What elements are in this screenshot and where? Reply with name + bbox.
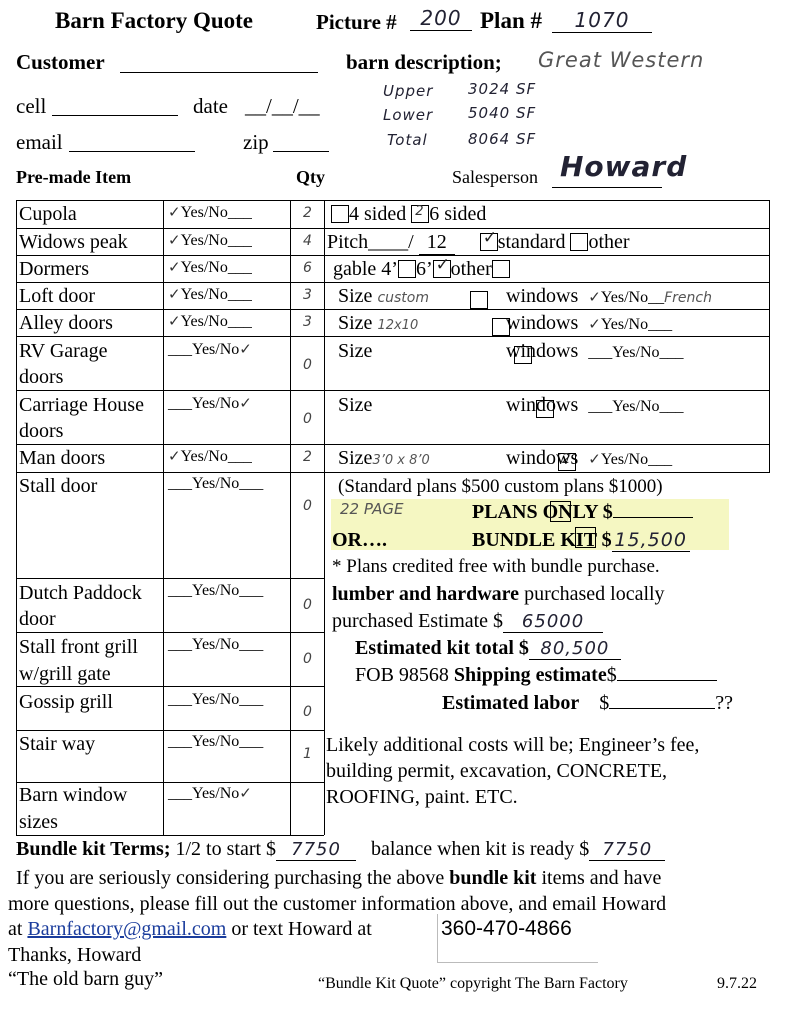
yesno-man-doors[interactable]: ✓Yes/No___ xyxy=(168,447,252,465)
item-carriage-house-2: doors xyxy=(19,420,64,442)
kit-total: Estimated kit total $ 80,500 xyxy=(355,637,621,660)
qty-stair-way[interactable]: 1 xyxy=(303,746,312,762)
alley-door-size: Size 12x10 xyxy=(338,312,419,334)
carriage-house-size: Size xyxy=(338,394,373,416)
picture-label: Picture # xyxy=(316,10,397,34)
bundle-kit-label: BUNDLE KIT $ 15,500 xyxy=(472,529,690,552)
page-count-note: 22 PAGE xyxy=(340,500,404,518)
qty-carriage-house[interactable]: 0 xyxy=(303,411,312,427)
yesno-dormers[interactable]: ✓Yes/No___ xyxy=(168,258,252,276)
yesno-alley-doors[interactable]: ✓Yes/No___ xyxy=(168,312,252,330)
upper-sf-value: 3024 SF xyxy=(468,80,537,98)
cell-label: cell xyxy=(16,94,47,118)
gable-6-checkbox[interactable] xyxy=(433,260,451,278)
yesno-loft-door[interactable]: ✓Yes/No___ xyxy=(168,285,252,303)
alley-door-windows: windows ✓Yes/No___ xyxy=(506,312,673,334)
standard-checkbox[interactable] xyxy=(480,233,498,251)
page-title: Barn Factory Quote xyxy=(55,8,254,33)
loft-door-windows: windows ✓Yes/No__French xyxy=(506,285,712,307)
version-label: 9.7.22 xyxy=(717,975,757,992)
qty-stall-door[interactable]: 0 xyxy=(303,498,312,514)
qty-rv-garage[interactable]: 0 xyxy=(303,357,312,373)
yesno-stair-way[interactable]: ___Yes/No___ xyxy=(168,733,264,750)
rv-garage-size: Size xyxy=(338,340,373,362)
date-field[interactable]: __/__/__ xyxy=(245,94,320,118)
footer-line-3: at Barnfactory@gmail.com or text Howard at xyxy=(8,918,372,940)
salesperson-underline xyxy=(552,187,662,188)
copyright-line: “Bundle Kit Quote” copyright The Barn Factory xyxy=(318,975,628,992)
loft-door-size: Size custom xyxy=(338,285,429,307)
date-label: date xyxy=(193,94,228,118)
additional-costs-1: Likely additional costs will be; Engineer’s fee, xyxy=(326,734,700,756)
footer-line-2: more questions, please fill out the customer information above, and email Howard xyxy=(8,893,667,915)
qty-alley-doors[interactable]: 3 xyxy=(303,314,312,330)
widows-peak-options: Pitch____/ 12 ✓ standard other xyxy=(327,231,630,255)
qty-heading: Qty xyxy=(296,167,325,187)
item-dormers: Dormers xyxy=(19,258,89,280)
item-dutch-paddock: Dutch Paddock xyxy=(19,582,142,604)
item-alley-doors: Alley doors xyxy=(19,312,113,334)
man-door-size: Size3’0 x 8’0 xyxy=(338,447,430,469)
barn-description-label: barn description; xyxy=(346,50,502,74)
item-cupola: Cupola xyxy=(19,203,77,225)
qty-stall-front-grill[interactable]: 0 xyxy=(303,651,312,667)
upper-sf-label: Upper xyxy=(383,82,434,100)
qty-widows-peak[interactable]: 4 xyxy=(303,233,312,249)
item-stair-way: Stair way xyxy=(19,733,96,755)
plan-label: Plan # xyxy=(480,8,542,33)
total-sf-label: Total xyxy=(387,131,428,149)
item-barn-window: Barn window xyxy=(19,784,128,806)
plans-credit-note: * Plans credited free with bundle purchase. xyxy=(332,556,660,577)
customer-label: Customer xyxy=(16,50,105,74)
item-rv-garage-2: doors xyxy=(19,366,64,388)
shipping-estimate: FOB 98568 Shipping estimate$ xyxy=(355,664,717,687)
total-sf-value: 8064 SF xyxy=(468,130,537,148)
lower-sf-value: 5040 SF xyxy=(468,104,537,122)
bundle-terms: Bundle kit Terms; 1/2 to start $ 7750 balance when kit is ready $ 7750 xyxy=(16,838,665,861)
plans-price-note: (Standard plans $500 custom plans $1000) xyxy=(338,476,663,497)
item-stall-front-grill: Stall front grill xyxy=(19,636,138,658)
salesperson-label: Salesperson xyxy=(452,167,538,187)
item-carriage-house: Carriage House xyxy=(19,394,144,416)
or-label: OR…. xyxy=(332,529,387,551)
email-label: email xyxy=(16,130,63,154)
footer-line-1: If you are seriously considering purchasing the above bundle kit items and have xyxy=(16,867,662,889)
qty-dutch-paddock[interactable]: 0 xyxy=(303,597,312,613)
qty-gossip-grill[interactable]: 0 xyxy=(303,704,312,720)
item-barn-window-2: sizes xyxy=(19,811,58,833)
yesno-widows-peak[interactable]: ✓Yes/No___ xyxy=(168,231,252,249)
plans-only-label: PLANS ONLY $ xyxy=(472,501,693,524)
item-stall-door: Stall door xyxy=(19,475,98,497)
qty-man-doors[interactable]: 2 xyxy=(303,449,312,465)
item-widows-peak: Widows peak xyxy=(19,231,128,253)
yesno-cupola[interactable]: ✓Yes/No___ xyxy=(168,203,252,221)
lumber-estimate: purchased Estimate $ 65000 xyxy=(332,610,603,633)
yesno-carriage-house[interactable]: ___Yes/No✓ xyxy=(168,394,252,412)
lumber-line: lumber and hardware purchased locally xyxy=(332,583,665,605)
salesperson-signature[interactable]: Howard xyxy=(560,150,688,183)
yesno-dutch-paddock[interactable]: ___Yes/No___ xyxy=(168,582,264,599)
cupola-options: 4 sided 2 6 sided xyxy=(331,203,486,226)
picture-number-field[interactable]: 200 xyxy=(410,6,472,31)
item-loft-door: Loft door xyxy=(19,285,96,307)
item-stall-front-grill-2: w/grill gate xyxy=(19,663,111,685)
additional-costs-2: building permit, excavation, CONCRETE, xyxy=(326,760,668,782)
four-sided-checkbox[interactable] xyxy=(331,205,349,223)
old-barn-guy: “The old barn guy” xyxy=(8,968,163,990)
loft-door-checkbox[interactable] xyxy=(470,291,488,309)
yesno-rv-garage[interactable]: ___Yes/No✓ xyxy=(168,340,252,358)
item-rv-garage: RV Garage xyxy=(19,340,108,362)
cell-field[interactable] xyxy=(52,94,178,116)
yesno-stall-front-grill[interactable]: ___Yes/No___ xyxy=(168,636,264,653)
additional-costs-3: ROOFING, paint. ETC. xyxy=(326,786,518,808)
thanks-line: Thanks, Howard xyxy=(8,944,142,966)
lower-sf-label: Lower xyxy=(383,106,434,124)
email-link[interactable]: Barnfactory@gmail.com xyxy=(27,918,227,940)
item-man-doors: Man doors xyxy=(19,447,106,469)
qty-cupola[interactable]: 2 xyxy=(303,205,312,221)
customer-field[interactable] xyxy=(120,52,318,73)
estimated-labor: Estimated labor $ ?? xyxy=(442,692,733,714)
item-gossip-grill: Gossip grill xyxy=(19,691,113,713)
other-pitch-checkbox[interactable] xyxy=(570,233,588,251)
rv-garage-windows: windows ___Yes/No___ xyxy=(506,340,684,362)
plan-number-field[interactable]: 1070 xyxy=(552,8,652,33)
man-door-windows: windows ✓Yes/No___ xyxy=(506,447,673,469)
yesno-gossip-grill[interactable]: ___Yes/No___ xyxy=(168,691,264,708)
qty-dormers[interactable]: 6 xyxy=(303,260,312,276)
carriage-house-windows: windows ___Yes/No___ xyxy=(506,394,684,416)
zip-field[interactable] xyxy=(273,130,329,152)
pre-made-item-heading: Pre-made Item xyxy=(16,167,132,187)
yesno-stall-door[interactable]: ___Yes/No___ xyxy=(168,475,264,492)
barn-description-value[interactable]: Great Western xyxy=(538,48,705,72)
six-sided-checkbox[interactable] xyxy=(411,205,429,223)
item-dutch-paddock-2: door xyxy=(19,608,56,630)
yesno-barn-window[interactable]: ___Yes/No✓ xyxy=(168,784,252,802)
dormer-options: gable 4’ 6’✓ other xyxy=(333,258,510,281)
gable-4-checkbox[interactable] xyxy=(398,260,416,278)
email-field[interactable] xyxy=(69,130,195,152)
phone-number[interactable]: 360-470-4866 xyxy=(441,917,572,940)
gable-other-checkbox[interactable] xyxy=(492,260,510,278)
qty-loft-door[interactable]: 3 xyxy=(303,287,312,303)
zip-label: zip xyxy=(243,130,269,154)
